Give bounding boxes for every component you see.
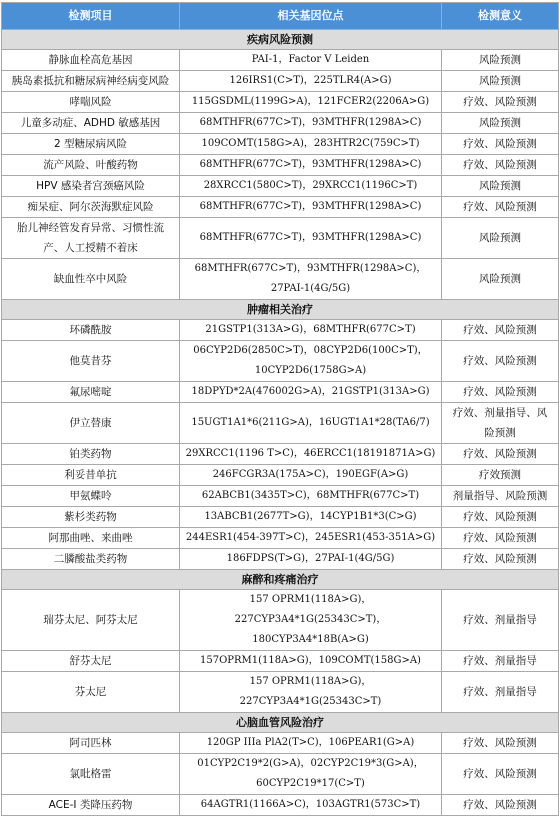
test-meaning-cell-line: 疗效、风险预测 xyxy=(463,511,537,523)
table-row xyxy=(2,176,559,197)
gene-locus-cell-line: 244ESR1(454-397T>C)，245ESR1(453-351A>G) xyxy=(185,532,436,543)
test-meaning-cell-line: 疗效、风险预测 xyxy=(463,96,537,108)
test-meaning-cell-line: 疗效、风险预测 xyxy=(463,201,537,213)
gene-locus-cell-line: 29XRCC1(1196 T>C)，46ERCC1(18191871A>G) xyxy=(185,448,436,459)
test-item-cell-line: 二膦酸盐类药物 xyxy=(53,553,128,565)
table-row xyxy=(2,71,559,92)
test-meaning-cell xyxy=(442,590,559,651)
table-row xyxy=(2,507,559,528)
gene-locus-cell-line: 246FCGR3A(175A>C)，190EGF(A>G) xyxy=(212,469,409,480)
test-item-cell-line: 缺血性卒中风险 xyxy=(53,273,128,285)
table-row xyxy=(2,733,559,754)
header-item: 检测项目 xyxy=(2,3,180,30)
gene-locus-cell xyxy=(180,795,442,816)
test-meaning-cell-line: 剂量指导、风险预测 xyxy=(452,490,548,502)
test-item-cell xyxy=(2,92,180,113)
table-row xyxy=(2,155,559,176)
gene-locus-cell-line: 62ABCB1(3435T>C)，68MTHFR(677C>T) xyxy=(201,490,420,501)
gene-locus-cell-line: 180CYP3A4*18B(A>G) xyxy=(252,634,369,645)
section-title: 麻醉和疼痛治疗 xyxy=(2,570,559,590)
test-item-cell xyxy=(2,320,180,341)
test-item-cell xyxy=(2,733,180,754)
test-item-cell xyxy=(2,197,180,218)
test-item-cell xyxy=(2,176,180,197)
test-item-cell-line: 产、人工授精不着床 xyxy=(43,242,138,254)
gene-locus-cell-line: PAI-1，Factor V Leiden xyxy=(251,54,370,65)
test-meaning-cell xyxy=(442,549,559,570)
table-row xyxy=(2,259,559,300)
table-row xyxy=(2,444,559,465)
test-item-cell-line: ACE-I 类降压药物 xyxy=(48,799,133,811)
gene-locus-cell-line: 126IRS1(C>T)，225TLR4(A>G) xyxy=(229,75,392,86)
test-item-cell xyxy=(2,71,180,92)
gene-locus-cell-line: 227CYP3A4*1G(25343C>T)， xyxy=(234,614,387,625)
test-item-cell-line: 铂类药物 xyxy=(69,448,112,460)
gene-locus-cell-line: 120GP IIIa PlA2(T>C)，106PEAR1(G>A) xyxy=(206,737,415,748)
gene-locus-cell-line: 68MTHFR(677C>T)，93MTHFR(1298A>C) xyxy=(199,232,422,243)
gene-locus-cell-line: 68MTHFR(677C>T)，93MTHFR(1298A>C) xyxy=(199,117,422,128)
table-row xyxy=(2,92,559,113)
gene-locus-cell-line: 15UGT1A1*6(211G>A)，16UGT1A1*28(TA6/7) xyxy=(191,417,430,428)
table-row xyxy=(2,672,559,713)
test-item-cell-line: 胎儿神经管发育异常、习惯性流 xyxy=(17,222,164,234)
section-title: 肿瘤相关治疗 xyxy=(2,300,559,320)
test-item-cell-line: 芬太尼 xyxy=(74,686,107,698)
gene-locus-cell-line: 68MTHFR(677C>T)，93MTHFR(1298A>C)， xyxy=(194,263,427,274)
test-item-cell xyxy=(2,50,180,71)
test-meaning-cell-line: 风险预测 xyxy=(479,117,521,129)
test-meaning-cell-line: 疗效、风险预测 xyxy=(463,386,537,398)
gene-locus-cell xyxy=(180,549,442,570)
table-row xyxy=(2,549,559,570)
table-row xyxy=(2,754,559,795)
test-meaning-cell-line: 疗效、风险预测 xyxy=(463,324,537,336)
test-item-cell-line: 舒芬太尼 xyxy=(69,655,112,667)
test-item-cell-line: 2 型糖尿病风险 xyxy=(53,138,128,150)
test-meaning-cell xyxy=(442,134,559,155)
table-row xyxy=(2,320,559,341)
section-header-row xyxy=(2,30,559,50)
test-meaning-cell xyxy=(442,382,559,403)
test-item-cell-line: 儿童多动症、ADHD 敏感基因 xyxy=(20,117,161,129)
test-item-cell xyxy=(2,590,180,651)
gene-locus-cell xyxy=(180,176,442,197)
gene-locus-cell xyxy=(180,134,442,155)
gene-locus-cell xyxy=(180,197,442,218)
gene-locus-cell xyxy=(180,113,442,134)
test-meaning-cell xyxy=(442,672,559,713)
test-meaning-cell-line: 疗效、风险预测 xyxy=(463,138,537,150)
test-meaning-cell-line: 风险预测 xyxy=(479,232,521,244)
test-meaning-cell xyxy=(442,320,559,341)
test-meaning-cell xyxy=(442,795,559,816)
test-meaning-cell xyxy=(442,465,559,486)
section-header-row xyxy=(2,570,559,590)
gene-locus-cell xyxy=(180,382,442,403)
test-item-cell-line: 紫杉类药物 xyxy=(64,511,117,523)
test-item-cell xyxy=(2,754,180,795)
test-meaning-cell xyxy=(442,341,559,382)
test-meaning-cell-line: 疗效、风险预测 xyxy=(463,799,537,811)
gene-locus-cell-line: 64AGTR1(1166A>C)，103AGTR1(573C>T) xyxy=(200,799,421,810)
test-meaning-cell-line: 风险预测 xyxy=(479,75,521,87)
table-row xyxy=(2,403,559,444)
gene-locus-cell xyxy=(180,320,442,341)
gene-locus-cell-line: 186FDPS(T>G)，27PAI-1(4G/5G) xyxy=(226,553,395,564)
test-item-cell xyxy=(2,549,180,570)
table-row xyxy=(2,218,559,259)
test-meaning-cell xyxy=(442,155,559,176)
test-meaning-cell-line: 风险预测 xyxy=(479,180,521,192)
gene-locus-cell-line: 01CYP2C19*2(G>A)，02CYP2C19*3(G>A)， xyxy=(197,758,424,769)
test-meaning-cell-line: 疗效、剂量指导、风 xyxy=(452,407,548,419)
gene-locus-cell xyxy=(180,590,442,651)
test-item-cell-line: 利妥昔单抗 xyxy=(64,469,117,481)
test-meaning-cell xyxy=(442,113,559,134)
test-item-cell-line: 甲氨蝶呤 xyxy=(69,490,112,502)
test-item-cell xyxy=(2,795,180,816)
test-item-cell xyxy=(2,672,180,713)
gene-locus-cell-line: 157 OPRM1(118A>G)， xyxy=(249,594,372,605)
test-meaning-cell xyxy=(442,71,559,92)
table-row xyxy=(2,795,559,816)
gene-locus-cell-line: 60CYP2C19*17(C>T) xyxy=(256,778,365,789)
gene-locus-cell xyxy=(180,403,442,444)
test-meaning-cell xyxy=(442,528,559,549)
test-meaning-cell-line: 险预测 xyxy=(484,427,516,439)
gene-locus-cell-line: 157OPRM1(118A>G)，109COMT(158G>A) xyxy=(200,655,421,666)
test-meaning-cell-line: 疗效、剂量指导 xyxy=(463,655,537,667)
test-meaning-cell xyxy=(442,403,559,444)
test-meaning-cell xyxy=(442,197,559,218)
gene-locus-cell-line: 13ABCB1(2677T>G)，14CYP1B1*3(C>G) xyxy=(204,511,417,522)
test-meaning-cell-line: 疗效、风险预测 xyxy=(463,768,537,780)
test-meaning-cell xyxy=(442,259,559,300)
gene-locus-cell-line: 27PAI-1(4G/5G) xyxy=(270,283,351,294)
test-meaning-cell-line: 疗效、风险预测 xyxy=(463,553,537,565)
test-meaning-cell-line: 疗效、风险预测 xyxy=(463,448,537,460)
gene-locus-cell xyxy=(180,341,442,382)
test-item-cell xyxy=(2,465,180,486)
gene-locus-cell xyxy=(180,155,442,176)
gene-locus-cell xyxy=(180,672,442,713)
test-meaning-cell-line: 风险预测 xyxy=(479,273,521,285)
gene-locus-cell xyxy=(180,444,442,465)
test-item-cell-line: 哮喘风险 xyxy=(69,96,112,108)
table-row xyxy=(2,113,559,134)
test-item-cell xyxy=(2,382,180,403)
gene-locus-cell xyxy=(180,71,442,92)
section-title: 心脑血管风险治疗 xyxy=(2,713,559,733)
test-meaning-cell-line: 疗效、剂量指导 xyxy=(463,686,537,698)
gene-locus-cell-line: 21GSTP1(313A>G)，68MTHFR(677C>T) xyxy=(205,324,416,335)
gene-locus-cell-line: 115GSDML(1199G>A)，121FCER2(2206A>G) xyxy=(191,96,430,107)
table-row xyxy=(2,651,559,672)
test-item-cell xyxy=(2,651,180,672)
test-meaning-cell xyxy=(442,754,559,795)
test-item-cell xyxy=(2,113,180,134)
test-meaning-cell xyxy=(442,733,559,754)
gene-locus-cell xyxy=(180,507,442,528)
test-item-cell-line: 静脉血栓高危基因 xyxy=(48,54,133,66)
test-item-cell xyxy=(2,134,180,155)
gene-locus-cell xyxy=(180,528,442,549)
test-meaning-cell-line: 疗效、风险预测 xyxy=(463,159,537,171)
test-item-cell xyxy=(2,507,180,528)
test-item-cell xyxy=(2,155,180,176)
test-meaning-cell xyxy=(442,651,559,672)
gene-locus-cell-line: 157 OPRM1(118A>G)， xyxy=(249,676,372,687)
test-meaning-cell xyxy=(442,507,559,528)
table-row xyxy=(2,486,559,507)
test-item-cell xyxy=(2,444,180,465)
test-meaning-cell xyxy=(442,444,559,465)
table-row xyxy=(2,50,559,71)
table-row xyxy=(2,134,559,155)
gene-locus-cell xyxy=(180,651,442,672)
test-meaning-cell xyxy=(442,50,559,71)
gene-locus-cell-line: 10CYP2D6(1758G>A) xyxy=(254,365,367,376)
table-row xyxy=(2,590,559,651)
test-meaning-cell xyxy=(442,486,559,507)
test-item-cell-line: 胰岛素抵抗和糖尿病神经病变风险 xyxy=(11,75,170,87)
test-meaning-cell xyxy=(442,218,559,259)
table-row xyxy=(2,465,559,486)
test-item-cell-line: 氯吡格雷 xyxy=(69,768,112,780)
test-meaning-cell-line: 风险预测 xyxy=(479,54,521,66)
gene-locus-cell-line: 18DPYD*2A(476002G>A)，21GSTP1(313A>G) xyxy=(191,386,430,397)
test-item-cell-line: 阿司匹林 xyxy=(69,737,112,749)
gene-locus-cell xyxy=(180,733,442,754)
gene-locus-cell-line: 28XRCC1(580C>T)，29XRCC1(1196C>T) xyxy=(203,180,418,191)
gene-locus-cell-line: 06CYP2D6(2850C>T)，08CYP2D6(100C>T)， xyxy=(193,345,428,356)
test-item-cell xyxy=(2,486,180,507)
test-item-cell-line: 流产风险、叶酸药物 xyxy=(43,159,138,171)
test-meaning-cell-line: 疗效、剂量指导 xyxy=(463,614,537,626)
gene-locus-cell xyxy=(180,50,442,71)
test-item-cell-line: HPV 感染者宫颈癌风险 xyxy=(36,180,145,192)
test-item-cell xyxy=(2,528,180,549)
test-item-cell xyxy=(2,403,180,444)
test-meaning-cell xyxy=(442,92,559,113)
test-item-cell-line: 阿那曲唑、来曲唑 xyxy=(48,532,133,544)
test-meaning-cell-line: 疗效、风险预测 xyxy=(463,532,537,544)
test-item-cell-line: 氟尿嘧啶 xyxy=(69,386,112,398)
test-item-cell-line: 伊立替康 xyxy=(69,417,112,429)
test-meaning-cell-line: 疗效、风险预测 xyxy=(463,355,537,367)
header-gene: 相关基因位点 xyxy=(180,3,442,30)
test-item-cell-line: 痴呆症、阿尔茨海默症风险 xyxy=(27,201,154,213)
section-header-row xyxy=(2,300,559,320)
gene-locus-cell-line: 68MTHFR(677C>T)，93MTHFR(1298A>C) xyxy=(199,201,422,212)
table-header-row xyxy=(2,3,559,30)
test-meaning-cell xyxy=(442,176,559,197)
test-item-cell-line: 环磷酰胺 xyxy=(69,324,112,336)
test-item-cell-line: 他莫昔芬 xyxy=(69,355,112,367)
test-item-cell xyxy=(2,259,180,300)
gene-locus-cell xyxy=(180,486,442,507)
gene-locus-cell xyxy=(180,218,442,259)
gene-locus-cell xyxy=(180,465,442,486)
gene-locus-cell xyxy=(180,754,442,795)
table-row xyxy=(2,528,559,549)
header-meaning: 检测意义 xyxy=(442,3,559,30)
gene-locus-cell-line: 68MTHFR(677C>T)，93MTHFR(1298A>C) xyxy=(199,159,422,170)
table-row xyxy=(2,341,559,382)
gene-locus-cell-line: 109COMT(158G>A)，283HTR2C(759C>T) xyxy=(201,138,420,149)
table-row xyxy=(2,197,559,218)
gene-locus-cell xyxy=(180,259,442,300)
table-row xyxy=(2,382,559,403)
section-header-row xyxy=(2,713,559,733)
gene-locus-cell-line: 227CYP3A4*1G(25343C>T) xyxy=(239,696,382,707)
gene-test-table xyxy=(1,2,559,816)
table-body xyxy=(2,30,559,816)
gene-locus-cell xyxy=(180,92,442,113)
section-title: 疾病风险预测 xyxy=(2,30,559,50)
test-item-cell xyxy=(2,341,180,382)
test-meaning-cell-line: 疗效、风险预测 xyxy=(463,737,537,749)
test-item-cell-line: 瑞芬太尼、阿芬太尼 xyxy=(43,614,138,626)
test-item-cell xyxy=(2,218,180,259)
test-meaning-cell-line: 疗效预测 xyxy=(479,469,521,481)
